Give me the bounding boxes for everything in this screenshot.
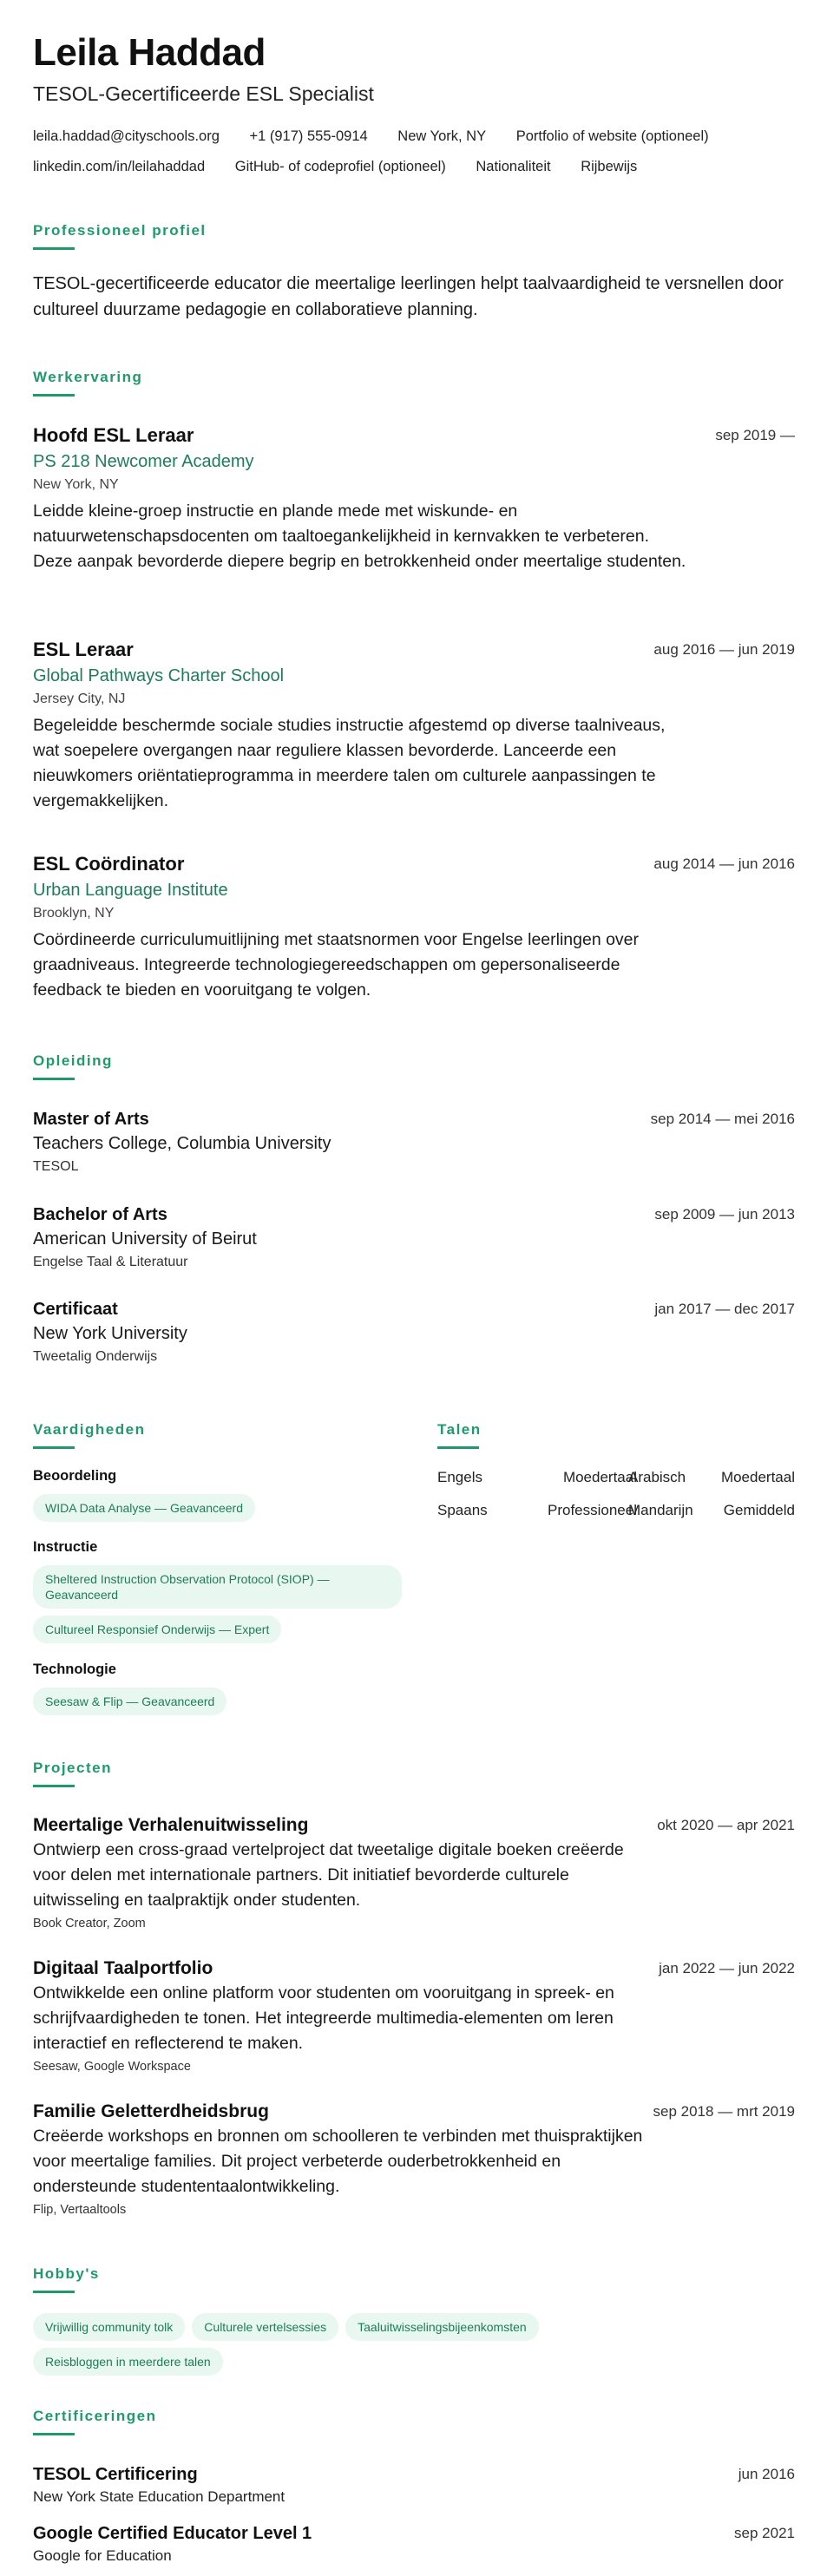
edu-date: sep 2014 — mei 2016 [650,1111,795,1127]
skill-group [33,1662,406,1715]
section-rule [33,394,75,397]
skill-pill: Sheltered Instruction Observation Protocol (SIOP) — Geavanceerd [33,1565,402,1609]
section-rule [33,2291,75,2293]
cert-date: sep 2021 [734,2525,795,2541]
edu-school: American University of Beirut [33,1229,257,1249]
language-name: Engels [437,1469,482,1485]
job-location: Brooklyn, NY [33,906,115,921]
project-item [33,1957,795,2077]
language-name: Mandarijn [628,1502,693,1518]
edu-school: New York University [33,1324,187,1343]
job-description: Coördineerde curriculumuitlijning met staatsnormen voor Engelse leerlingen over graadniveaus. Integreerde technologiegereedschappen om gepersonaliseerde feedback te bieden en vooruitgang te volgen. [33,930,640,1000]
project-title: Digitaal Taalportfolio [33,1958,213,1978]
portfolio-link[interactable]: Portfolio of website (optioneel) [515,128,709,144]
job-company: Urban Language Institute [33,881,228,900]
section-rule [33,1785,75,1787]
project-date: jan 2022 — jun 2022 [659,1960,795,1976]
profile-summary: TESOL-gecertificeerde educator die meertalige leerlingen helpt taalvaardigheid te versnellen door cultureel duurzame pedagogie en collaboratieve planning. [33,274,784,319]
job-company: Global Pathways Charter School [33,666,285,685]
job-description: Leidde kleine-groep instructie en plande mede met wiskunde- en natuurwetenschapsdocenten om taaltoegankelijkheid in kernvakken te verbeteren. Deze aanpak bevorderde diepere begrip en betrokkenheid onder meertalige studenten. [33,501,686,571]
job-description: Begeleidde beschermde sociale studies instructie afgestemd op diverse taalniveaus, wat soepelere overgangen naar reguliere klassen bevorderde. Lanceerde een nieuwkomers oriëntatieprogramma in meerdere talen om culturele aanpassingen te vergemakkelijken. [33,716,666,810]
section-rule [33,1078,75,1080]
cert-name: Google Certified Educator Level 1 [33,2524,312,2543]
education-item [33,1203,795,1274]
section-title-certifications: Certificeringen [33,2408,157,2424]
skill-group [33,1539,406,1643]
edu-school: Teachers College, Columbia University [33,1134,331,1153]
edu-field: Engelse Taal & Literatuur [33,1255,188,1269]
job-title: ESL Leraar [33,639,134,660]
language-level: Moedertaal [562,1469,637,1485]
section-rule [33,247,75,250]
hobby-pill: Taaluitwisselingsbijeenkomsten [345,2313,539,2341]
experience-item [33,423,795,574]
edu-field: TESOL [33,1159,79,1174]
project-tech: Book Creator, Zoom [33,1917,146,1930]
edu-degree: Certificaat [33,1300,118,1319]
section-title-skills: Vaardigheden [33,1421,146,1438]
experience-item [33,637,795,814]
skill-group [33,1468,406,1522]
hobby-pill: Culturele vertelsessies [192,2313,338,2341]
job-company: PS 218 Newcomer Academy [33,452,254,471]
skill-group-title: Instructie [33,1539,98,1555]
project-item [33,1813,795,1934]
nationality: Nationaliteit [476,159,551,174]
hobby-pill: Vrijwillig community tolk [33,2313,185,2341]
project-description: Creëerde workshops en bronnen om schoolleren te verbinden met thuispraktijken voor meertalige families. Dit project verbeterde ouderbetrokkenheid en ondersteunde studententaalontwikkeling. [33,2127,643,2196]
section-rule [437,1446,479,1449]
contact-row-2 [33,159,663,175]
candidate-headline: TESOL-Gecertificeerde ESL Specialist [33,82,374,105]
skill-pill: Cultureel Responsief Onderwijs — Expert [33,1616,281,1643]
section-title-hobbies: Hobby's [33,2265,100,2282]
project-title: Familie Geletterdheidsbrug [33,2101,269,2121]
section-title-languages: Talen [437,1421,482,1438]
job-location: New York, NY [33,477,119,492]
education-item [33,1297,795,1368]
job-title: Hoofd ESL Leraar [33,424,194,446]
hobby-pill: Reisbloggen in meerdere talen [33,2348,223,2376]
phone-number: +1 (917) 555-0914 [249,128,368,144]
language-name: Spaans [437,1502,488,1518]
project-description: Ontwierp een cross-graad vertelproject dat tweetalige digitale boeken creëerde voor delen met internationale partners. Dit initiatief bevorderde culturele uitwisseling en taalpraktijk onder studenten. [33,1840,624,1910]
language-level: Professioneel [547,1502,637,1518]
job-date: aug 2014 — jun 2016 [653,855,795,872]
skill-pill: Seesaw & Flip — Geavanceerd [33,1688,226,1715]
experience-item [33,851,795,1003]
email-link[interactable]: leila.haddad@cityschools.org [33,128,220,144]
candidate-name: Leila Haddad [33,31,266,74]
linkedin-link[interactable]: linkedin.com/in/leilahaddad [33,159,206,174]
cert-date: jun 2016 [738,2466,795,2482]
skill-group-title: Beoordeling [33,1468,117,1484]
section-title-projects: Projecten [33,1760,112,1776]
section-rule [33,1446,75,1449]
contact-row-1 [33,128,735,145]
certification-item [33,2462,795,2507]
skill-group-title: Technologie [33,1662,116,1677]
job-title: ESL Coördinator [33,853,185,875]
education-item [33,1107,795,1178]
job-date: aug 2016 — jun 2019 [653,641,795,658]
project-date: okt 2020 — apr 2021 [657,1817,795,1833]
section-title-education: Opleiding [33,1052,113,1069]
project-item [33,2100,795,2220]
project-description: Ontwikkelde een online platform voor studenten om vooruitgang in spreek- en schrijfvaardigheden te tonen. Het integreerde multimedia-elementen om leren interactief en reflecterend te maken. [33,1983,614,2053]
language-level: Moedertaal [720,1469,795,1485]
certification-item [33,2521,795,2566]
project-tech: Flip, Vertaaltools [33,2203,127,2217]
language-level: Gemiddeld [723,1502,795,1518]
project-date: sep 2018 — mrt 2019 [653,2103,795,2120]
edu-date: jan 2017 — dec 2017 [654,1301,795,1317]
section-rule [33,2433,75,2435]
edu-field: Tweetalig Onderwijs [33,1349,158,1364]
drivers-license: Rijbewijs [581,159,638,174]
language-name: Arabisch [628,1469,686,1485]
cert-name: TESOL Certificering [33,2465,198,2484]
cert-issuer: Google for Education [33,2547,172,2564]
edu-degree: Master of Arts [33,1110,149,1129]
cert-issuer: New York State Education Department [33,2488,286,2505]
skill-pill: WIDA Data Analyse — Geavanceerd [33,1494,255,1522]
section-title-experience: Werkervaring [33,369,143,385]
edu-degree: Bachelor of Arts [33,1205,167,1224]
section-title-profile: Professioneel profiel [33,222,207,239]
job-location: Jersey City, NJ [33,692,126,706]
location: New York, NY [397,128,487,144]
hobby-list [33,2313,795,2376]
job-date: sep 2019 — [715,427,795,443]
project-title: Meertalige Verhalenuitwisseling [33,1815,309,1835]
github-link[interactable]: GitHub- of codeprofiel (optioneel) [234,159,446,174]
project-tech: Seesaw, Google Workspace [33,2060,191,2074]
edu-date: sep 2009 — jun 2013 [654,1206,795,1222]
